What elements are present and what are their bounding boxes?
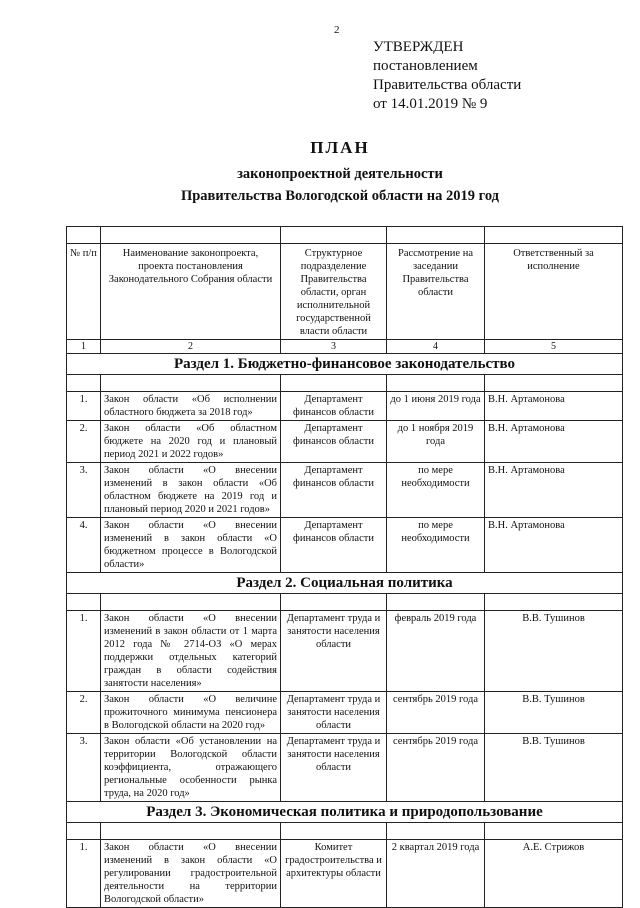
header-review: Рассмотрение на заседании Правительства области xyxy=(387,244,485,340)
row-dept: Департамент труда и занятости населения области xyxy=(281,611,387,692)
row-num: 1. xyxy=(67,392,101,421)
header-num: № п/п xyxy=(67,244,101,340)
table-row xyxy=(67,611,623,692)
row-num: 3. xyxy=(67,463,101,518)
row-dept: Департамент труда и занятости населения области xyxy=(281,734,387,802)
column-number: 3 xyxy=(281,340,387,354)
row-resp: А.Е. Стрижов xyxy=(485,840,623,908)
row-review: сентябрь 2019 года xyxy=(387,692,485,734)
table-row xyxy=(67,463,623,518)
row-review: по мере необходимости xyxy=(387,463,485,518)
row-num: 1. xyxy=(67,840,101,908)
table-row xyxy=(67,518,623,573)
section-spacer xyxy=(67,375,623,392)
row-dept: Департамент труда и занятости населения области xyxy=(281,692,387,734)
row-name: Закон области «О внесении изменений в закон области «О бюджетном процессе в Вологодской области» xyxy=(101,518,281,573)
table-row xyxy=(67,734,623,802)
document-title-block xyxy=(60,138,620,205)
row-review: сентябрь 2019 года xyxy=(387,734,485,802)
row-dept: Департамент финансов области xyxy=(281,518,387,573)
row-name: Закон области «О величине прожиточного минимума пенсионера в Вологодской области на 2020 год» xyxy=(101,692,281,734)
header-dept: Структурное подразделение Правительства области, орган исполнительной государственной власти области xyxy=(281,244,387,340)
row-resp: В.Н. Артамонова xyxy=(485,392,623,421)
row-dept: Департамент финансов области xyxy=(281,392,387,421)
row-resp: В.В. Тушинов xyxy=(485,734,623,802)
column-number: 1 xyxy=(67,340,101,354)
table-row xyxy=(67,421,623,463)
table-row xyxy=(67,840,623,908)
row-resp: В.Н. Артамонова xyxy=(485,463,623,518)
row-name: Закон области «Об установлении на территории Вологодской области коэффициента, отражающего региональные особенности рынка труда, на 2020 год» xyxy=(101,734,281,802)
approval-stamp xyxy=(373,38,521,114)
section-title: Раздел 2. Социальная политика xyxy=(67,573,623,594)
row-name: Закон области «О внесении изменений в закон области «Об областном бюджете на 2019 год и плановый период 2020 и 2021 годов» xyxy=(101,463,281,518)
row-review: февраль 2019 года xyxy=(387,611,485,692)
section-heading-row xyxy=(67,573,623,594)
row-name: Закон области «О внесении изменений в закон области «О регулировании градостроительной деятельности на территории Вологодской области» xyxy=(101,840,281,908)
row-name: Закон области «О внесении изменений в закон области от 1 марта 2012 года № 2714-ОЗ «О мерах поддержки отдельных категорий граждан в области содействия занятости населения» xyxy=(101,611,281,692)
row-resp: В.Н. Артамонова xyxy=(485,518,623,573)
row-review: 2 квартал 2019 года xyxy=(387,840,485,908)
row-num: 2. xyxy=(67,692,101,734)
approval-line-1: УТВЕРЖДЕН xyxy=(373,39,464,55)
document-subtitle-1: законопроектной деятельности xyxy=(237,166,443,182)
table-header-row xyxy=(67,244,623,340)
page-number: 2 xyxy=(334,24,340,36)
section-title: Раздел 3. Экономическая политика и природопользование xyxy=(67,802,623,823)
column-number: 2 xyxy=(101,340,281,354)
row-name: Закон области «Об исполнении областного бюджета за 2018 год» xyxy=(101,392,281,421)
row-num: 3. xyxy=(67,734,101,802)
column-number: 5 xyxy=(485,340,623,354)
section-heading-row xyxy=(67,802,623,823)
section-heading-row xyxy=(67,354,623,375)
row-dept: Департамент финансов области xyxy=(281,421,387,463)
document-title: ПЛАН xyxy=(310,138,370,157)
document-subtitle-2: Правительства Вологодской области на 2019 год xyxy=(180,188,500,204)
row-review: по мере необходимости xyxy=(387,518,485,573)
row-resp: В.В. Тушинов xyxy=(485,611,623,692)
row-review: до 1 июня 2019 года xyxy=(387,392,485,421)
section-spacer xyxy=(67,823,623,840)
header-name: Наименование законопроекта, проекта постановления Законодательного Собрания области xyxy=(101,244,281,340)
row-num: 1. xyxy=(67,611,101,692)
section-spacer xyxy=(67,594,623,611)
row-dept: Комитет градостроительства и архитектуры области xyxy=(281,840,387,908)
section-title: Раздел 1. Бюджетно-финансовое законодательство xyxy=(67,354,623,375)
row-num: 2. xyxy=(67,421,101,463)
table-row xyxy=(67,692,623,734)
row-review: до 1 ноября 2019 года xyxy=(387,421,485,463)
row-name: Закон области «Об областном бюджете на 2020 год и плановый период 2021 и 2022 годов» xyxy=(101,421,281,463)
approval-line-2: постановлением xyxy=(373,58,478,74)
column-number-row xyxy=(67,340,623,354)
row-resp: В.Н. Артамонова xyxy=(485,421,623,463)
header-resp: Ответственный за исполнение xyxy=(485,244,623,340)
approval-line-4: от 14.01.2019 № 9 xyxy=(373,96,488,112)
row-resp: В.В. Тушинов xyxy=(485,692,623,734)
column-number: 4 xyxy=(387,340,485,354)
table-row xyxy=(67,392,623,421)
approval-line-3: Правительства области xyxy=(373,77,522,93)
row-dept: Департамент финансов области xyxy=(281,463,387,518)
plan-table xyxy=(66,226,623,908)
row-num: 4. xyxy=(67,518,101,573)
table-top-spacer xyxy=(67,227,623,244)
